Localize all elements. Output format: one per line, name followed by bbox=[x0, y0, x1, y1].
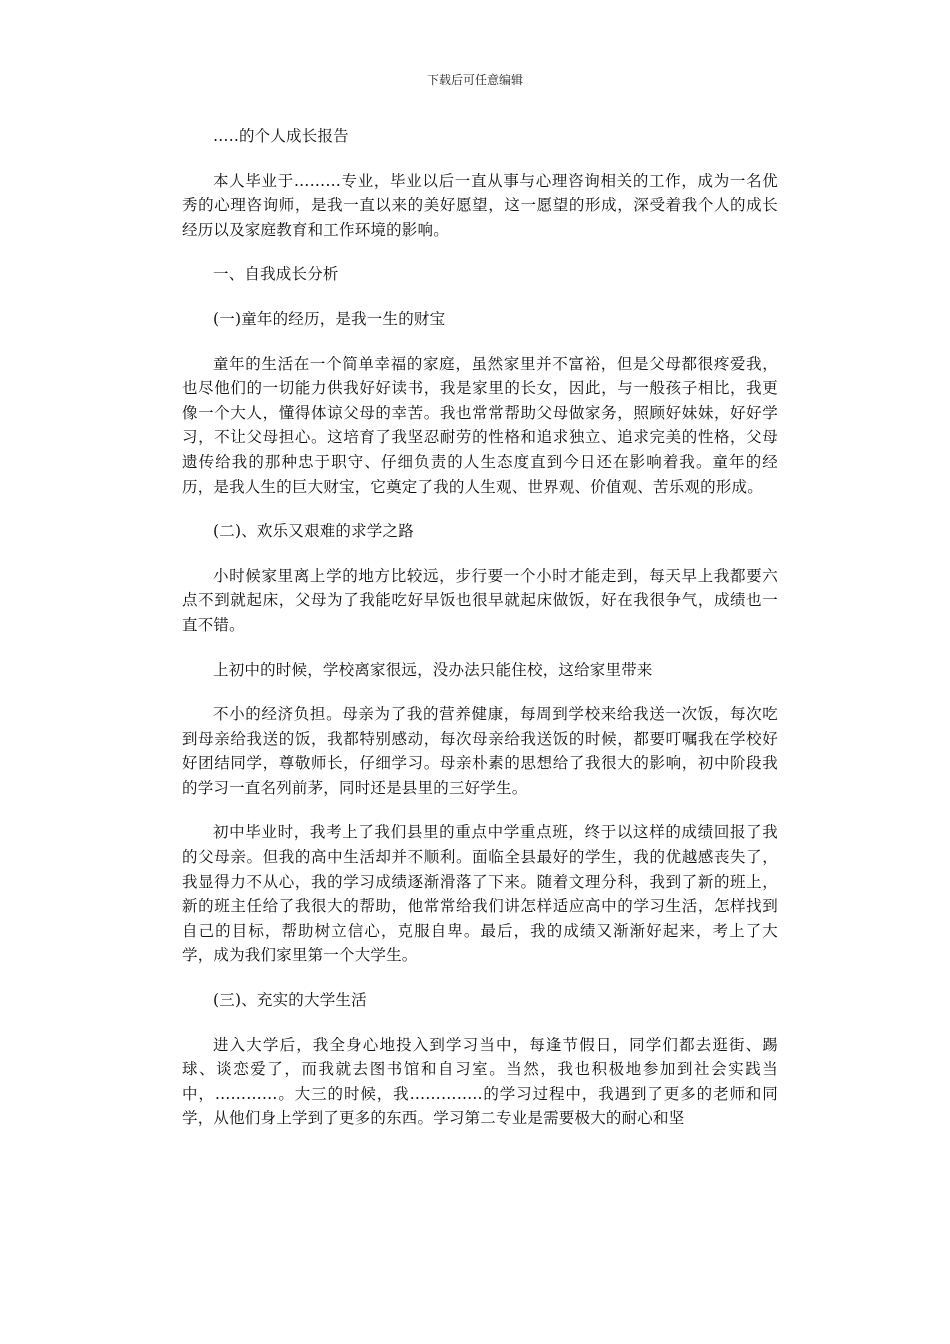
paragraph-school-2: 上初中的时候，学校离家很远，没办法只能住校，这给家里带来 bbox=[213, 660, 653, 679]
section-heading-self-growth: 一、自我成长分析 bbox=[213, 265, 339, 284]
header-note: 下载后可任意编辑 bbox=[426, 73, 523, 87]
document-title: …..的个人成长报告 bbox=[213, 127, 349, 145]
paragraph-university: 进入大学后，我全身心地投入到学习当中，每逢节假日，同学们都去逛街、踢球、谈恋爱了，而我就去图书馆和自习室。当然，我也积极地参加到社会实践当中，…………。大三的时候，我…………..的学习过程中，我遇到了更多的老师和同学，从他们身上学到了更多的东西。学习第二专业是需要极大的耐心和坚 bbox=[182, 1035, 778, 1128]
paragraph-childhood: 童年的生活在一个简单幸福的家庭，虽然家里并不富裕，但是父母都很疼爱我，也尽他们的一切能力供我好好读书，我是家里的长女，因此，与一般孩子相比，我更像一个大人，懂得体谅父母的幸苦。我也常常帮助父母做家务，照顾好妹妹，好好学习，不让父母担心。这培育了我坚忍耐劳的性格和追求独立、追求完美的性格，父母遗传给我的那种忠于职守、仔细负责的人生态度直到今日还在影响着我。童年的经历，是我人生的巨大财宝，它奠定了我的人生观、世界观、价值观、苦乐观的形成。 bbox=[182, 354, 778, 496]
intro-paragraph: 本人毕业于………专业，毕业以后一直从事与心理咨询相关的工作，成为一名优秀的心理咨询师，是我一直以来的美好愿望，这一愿望的形成，深受着我个人的成长经历以及家庭教育和工作环境的影响。 bbox=[182, 171, 778, 239]
subheading-school-road: (二)、欢乐又艰难的求学之路 bbox=[213, 522, 414, 541]
subheading-childhood: (一)童年的经历，是我一生的财宝 bbox=[213, 309, 446, 328]
paragraph-school-1: 小时候家里离上学的地方比较远，步行要一个小时才能走到，每天早上我都要六点不到就起床，父母为了我能吃好早饭也很早就起床做饭，好在我很争气，成绩也一直不错。 bbox=[182, 566, 778, 634]
document-body bbox=[182, 124, 778, 1151]
subheading-university: (三)、充实的大学生活 bbox=[213, 991, 367, 1010]
paragraph-school-4: 初中毕业时，我考上了我们县里的重点中学重点班，终于以这样的成绩回报了我的父母亲。但我的高中生活却并不顺利。面临全县最好的学生，我的优越感丧失了，我显得力不从心，我的学习成绩逐渐滑落了下来。随着文理分科，我到了新的班上，新的班主任给了我很大的帮助，他常常给我们讲怎样适应高中的学习生活，怎样找到自己的目标，帮助树立信心，克服自卑。最后，我的成绩又渐渐好起来，考上了大学，成为我们家里第一个大学生。 bbox=[182, 823, 778, 965]
paragraph-school-3: 不小的经济负担。母亲为了我的营养健康，每周到学校来给我送一次饭，每次吃到母亲给我送的饭，我都特别感动，每次母亲给我送饭的时候，都要叮嘱我在学校好好团结同学，尊敬师长，仔细学习。母亲朴素的思想给了我很大的影响，初中阶段我的学习一直名列前茅，同时还是县里的三好学生。 bbox=[182, 705, 778, 797]
